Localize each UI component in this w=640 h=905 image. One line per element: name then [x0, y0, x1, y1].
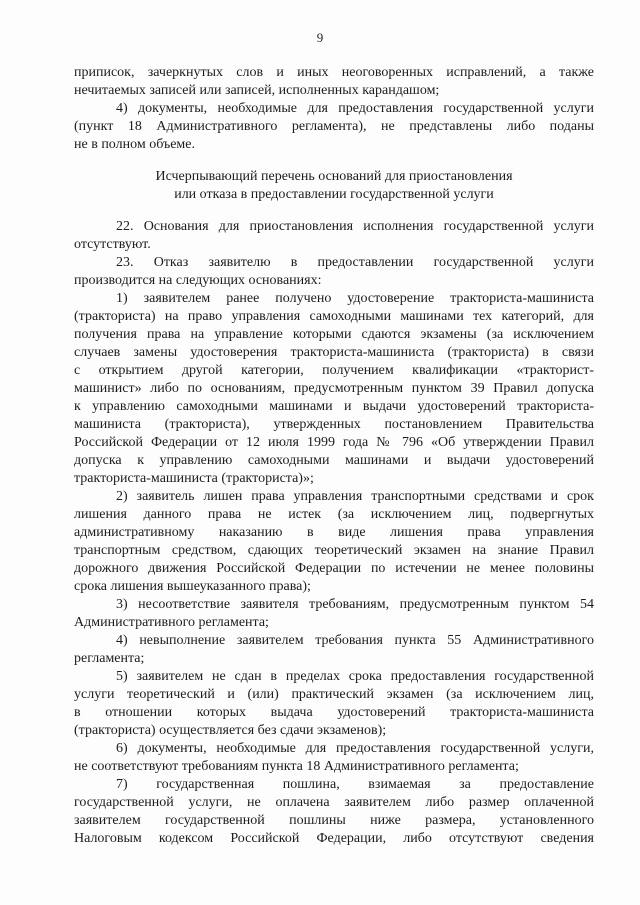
text-line: 5) заявителем не сдан в пределах срока предоставления государственной [116, 669, 594, 684]
text-line: 22. Основания для приостановления исполнения государственной услуги [116, 219, 594, 234]
page-number: 9 [316, 30, 324, 45]
text-line: 2) заявитель лишен права управления транспортными средствами и срок [116, 489, 594, 504]
text-line: тракториста-машиниста (тракториста)»; [74, 471, 314, 486]
text-line: с открытием другой категории, получением квалификации «тракторист- [74, 363, 594, 378]
text-line: услуги теоретический и (или) практический экзамен (за исключением лиц, [74, 687, 594, 702]
text-line: 7) государственная пошлина, взимаемая за предоставление [116, 777, 594, 792]
text-line: заявителем государственной пошлины ниже размера, установленного [74, 813, 594, 828]
text-line: 4) невыполнение заявителем требования пункта 55 Административного [116, 633, 594, 648]
section-heading-line: или отказа в предоставлении государственной услуги [174, 187, 494, 202]
text-line: административному наказанию в виде лишения права управления [74, 525, 594, 540]
text-line: транспортным средством, сдающих теоретический экзамен на знание Правил [74, 543, 594, 558]
paragraph-gap [74, 204, 594, 218]
text-line: срока лишения вышеуказанного права); [74, 579, 311, 594]
text-line: получения права на управление которыми сдаются экзамены (за исключением [74, 327, 594, 342]
text-line: (тракториста) осуществляется без сдачи экзаменов); [74, 723, 387, 738]
text-line: случаев замены удостоверения тракториста-машиниста (тракториста) в связи [74, 345, 594, 360]
text-line: 4) документы, необходимые для предоставления государственной услуги [116, 101, 594, 116]
text-line: 23. Отказ заявителю в предоставлении государственной услуги [116, 255, 594, 270]
text-line: не в полном объеме. [74, 137, 195, 152]
text-line: (пункт 18 Административного регламента), не представлены либо поданы [74, 119, 594, 134]
text-line: в отношении которых выдача удостоверений тракториста-машиниста [74, 705, 594, 720]
text-line: дорожного движения Российской Федерации по истечении не менее половины [74, 561, 594, 576]
text-line: машиниста (тракториста), утвержденных постановлением Правительства [74, 417, 594, 432]
text-line: допуска к управлению самоходными машинами и выдачи удостоверений [74, 453, 594, 468]
text-line: лишения данного права не истек (за исключением лиц, подвергнутых [74, 507, 594, 522]
text-line: государственной услуги, не оплачена заявителем либо размер оплаченной [74, 795, 594, 810]
text-line: машинист» либо по основаниям, предусмотренным пунктом 39 Правил допуска [74, 381, 594, 396]
text-line: 6) документы, необходимые для предоставления государственной услуги, [116, 741, 594, 756]
text-line: (тракториста) на право управления самоходными машинами тех категорий, для [74, 309, 594, 324]
text-line: Российской Федерации от 12 июля 1999 года № 796 «Об утверждении Правил [74, 435, 594, 450]
text-line: регламента; [74, 651, 145, 666]
text-line: производится на следующих основаниях: [74, 273, 322, 288]
text-line: Административного регламента; [74, 615, 269, 630]
text-line: 1) заявителем ранее получено удостоверение тракториста-машиниста [116, 291, 594, 306]
text-line: Налоговым кодексом Российской Федерации, либо отсутствуют сведения [74, 831, 594, 846]
document-body [74, 64, 594, 848]
text-line: не соответствуют требованиям пункта 18 Административного регламента; [74, 759, 519, 774]
text-line: 3) несоответствие заявителя требованиям, предусмотренным пунктом 54 [116, 597, 594, 612]
paragraph-gap [74, 154, 594, 168]
text-line: к управлению самоходными машинами и выдачи удостоверений тракториста- [74, 399, 594, 414]
section-heading-line: Исчерпывающий перечень оснований для приостановления [155, 169, 513, 184]
text-line: отсутствуют. [74, 237, 151, 252]
text-line: нечитаемых записей или записей, исполненных карандашом; [74, 83, 440, 98]
text-line: приписок, зачеркнутых слов и иных неоговоренных исправлений, а также [74, 65, 594, 80]
